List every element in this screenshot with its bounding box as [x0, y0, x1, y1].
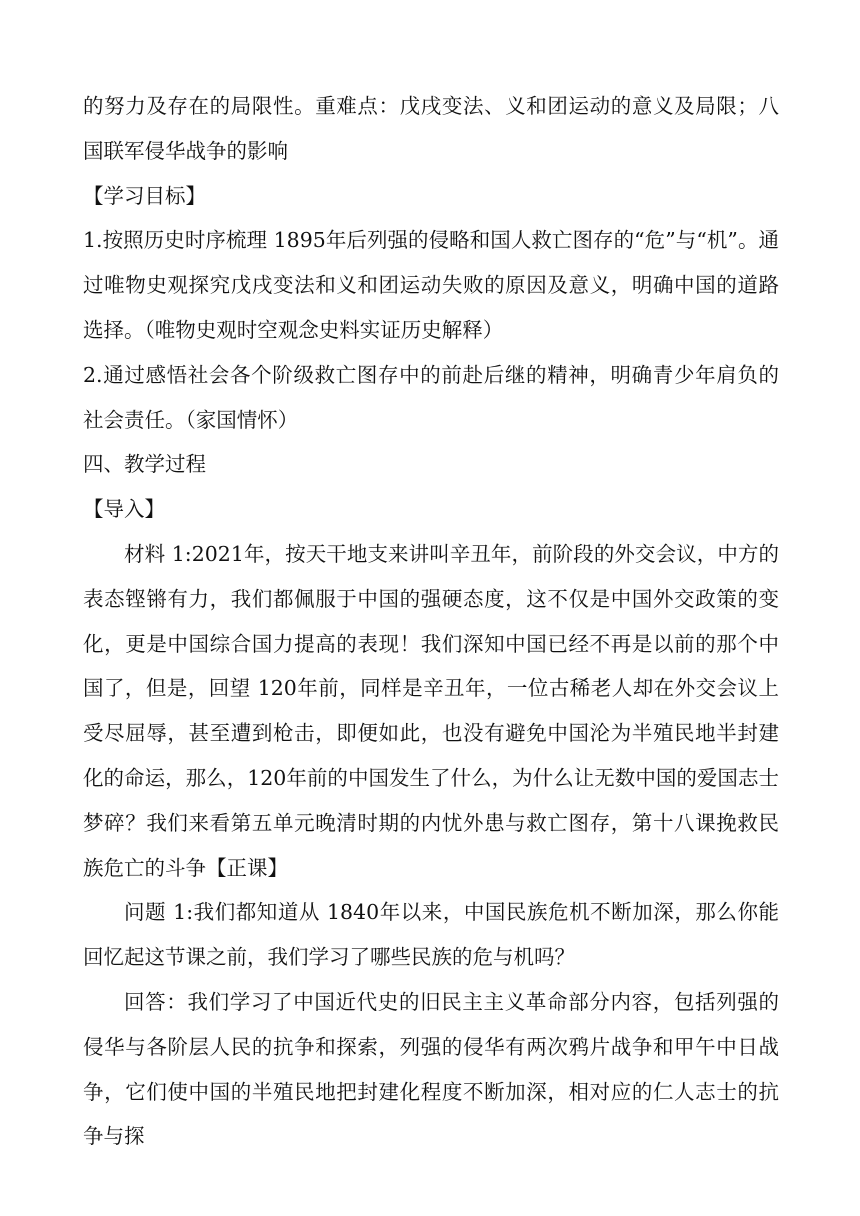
question-1-paragraph: 问题 1:我们都知道从 1840年以来，中国民族危机不断加深，那么你能回忆起这节课之前，我们学习了哪些民族的危与机吗？	[83, 900, 779, 970]
paragraph-intro-continuation: 的努力及存在的局限性。重难点：戊戌变法、义和团运动的意义及局限；八国联军侵华战争的影响	[83, 94, 779, 163]
answer-paragraph: 回答：我们学习了中国近代史的旧民主主义革命部分内容，包括列强的侵华与各阶层人民的抗争和探索，列强的侵华有两次鸦片战争和甲午中日战争，它们使中国的半殖民地把封建化程度不断加深，相对应的仁人志士的抗争与探	[83, 989, 779, 1149]
objective-item-1: 1.按照历史时序梳理 1895年后列强的侵略和国人救亡图存的“危”与“机”。通过唯物史观探究戊戌变法和义和团运动失败的原因及意义，明确中国的道路选择。（唯物史观时空观念史料实证历史解释）	[83, 228, 779, 342]
material-1-paragraph: 材料 1:2021年，按天干地支来讲叫辛丑年，前阶段的外交会议，中方的表态铿锵有力，我们都佩服于中国的强硬态度，这不仅是中国外交政策的变化，更是中国综合国力提高的表现！我们深知中国已经不再是以前的那个中国了，但是，回望 120年前，同样是辛丑年，一位古稀老人却在外交会议上受尽屈辱，甚至遭到枪击，即便如此，也没有避免中国沦为半殖民地半封建化的命运，那么，120年前的中国发生了什么，为什么让无数中国的爱国志士梦碎？我们来看第五单元晚清时期的内忧外患与救亡图存，第十八课挽救民族危亡的斗争【正课】	[83, 541, 779, 880]
heading-learning-objectives: 【学习目标】	[83, 183, 206, 208]
heading-introduction: 【导入】	[83, 497, 165, 522]
objective-item-2: 2.通过感悟社会各个阶级救亡图存中的前赴后继的精神，明确青少年肩负的社会责任。（家国情怀）	[83, 362, 779, 432]
document-body	[83, 84, 779, 1159]
section-heading-teaching-process: 四、教学过程	[83, 452, 206, 477]
